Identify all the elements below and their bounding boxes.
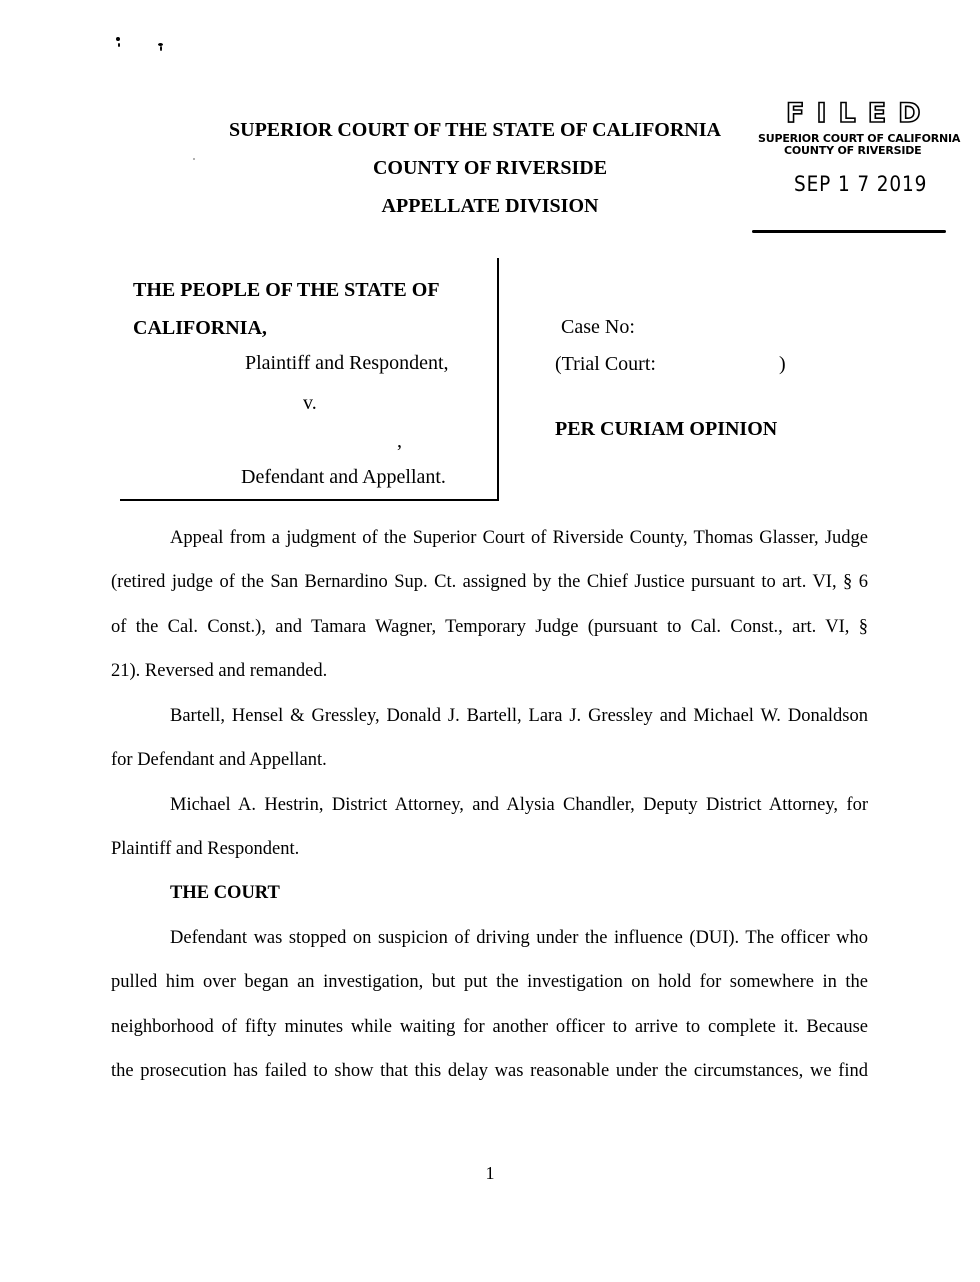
trial-court-label: (Trial Court: [555,353,656,375]
appeal-line: Appeal from a judgment of the Superior Court of Riverside County, Thomas Glasser, Judge [170,528,868,548]
defense-counsel-line: for Defendant and Appellant. [111,750,327,770]
defendant-name-comma: , [397,430,402,452]
scan-speck [118,43,120,47]
filed-stamp-county: COUNTY OF RIVERSIDE [784,144,922,157]
trial-court-close: ) [779,353,786,375]
scan-speck [116,37,120,41]
prosecution-counsel-line: Michael A. Hestrin, District Attorney, and Alysia Chandler, Deputy District Attorney, for [170,795,868,815]
opinion-line: Defendant was stopped on suspicion of driving under the influence (DUI). The officer who [170,928,868,948]
opinion-line: the prosecution has failed to show that this delay was reasonable under the circumstances, we find [111,1061,868,1081]
appeal-line: 21). Reversed and remanded. [111,661,328,681]
filed-stamp-rule [752,230,946,233]
the-court-heading: THE COURT [170,883,280,903]
caption-divider-horizontal [120,499,499,501]
caption-divider-vertical [497,258,499,501]
opinion-type: PER CURIAM OPINION [555,418,778,440]
plaintiff-role: Plaintiff and Respondent, [245,352,449,374]
filed-stamp-title: FILED [786,98,933,129]
page-number: 1 [485,1163,495,1183]
court-name-heading: SUPERIOR COURT OF THE STATE OF CALIFORNIA [229,119,721,141]
division-heading: APPELLATE DIVISION [381,195,599,217]
scan-speck [160,46,162,51]
county-heading: COUNTY OF RIVERSIDE [372,157,608,179]
appeal-line: of the Cal. Const.), and Tamara Wagner, Temporary Judge (pursuant to Cal. Const., art. VI, § [111,617,868,637]
appeal-line: (retired judge of the San Bernardino Sup. Ct. assigned by the Chief Justice pursuant to art. VI, § 6 [111,572,868,592]
defense-counsel-line: Bartell, Hensel & Gressley, Donald J. Bartell, Lara J. Gressley and Michael W. Donaldson [170,706,868,726]
opinion-line: pulled him over began an investigation, but put the investigation on hold for somewhere in the [111,972,868,992]
versus: v. [303,392,317,414]
filed-stamp-date: SEP 1 7 2019 [794,172,928,196]
plaintiff-name-line2: CALIFORNIA, [133,317,267,339]
plaintiff-name-line1: THE PEOPLE OF THE STATE OF [133,279,440,301]
filed-stamp-court: SUPERIOR COURT OF CALIFORNIA [758,132,961,145]
opinion-line: neighborhood of fifty minutes while waiting for another officer to arrive to complete it. Because [111,1017,868,1037]
case-number-label: Case No: [561,316,635,338]
prosecution-counsel-line: Plaintiff and Respondent. [111,839,300,859]
defendant-role: Defendant and Appellant. [241,466,446,488]
